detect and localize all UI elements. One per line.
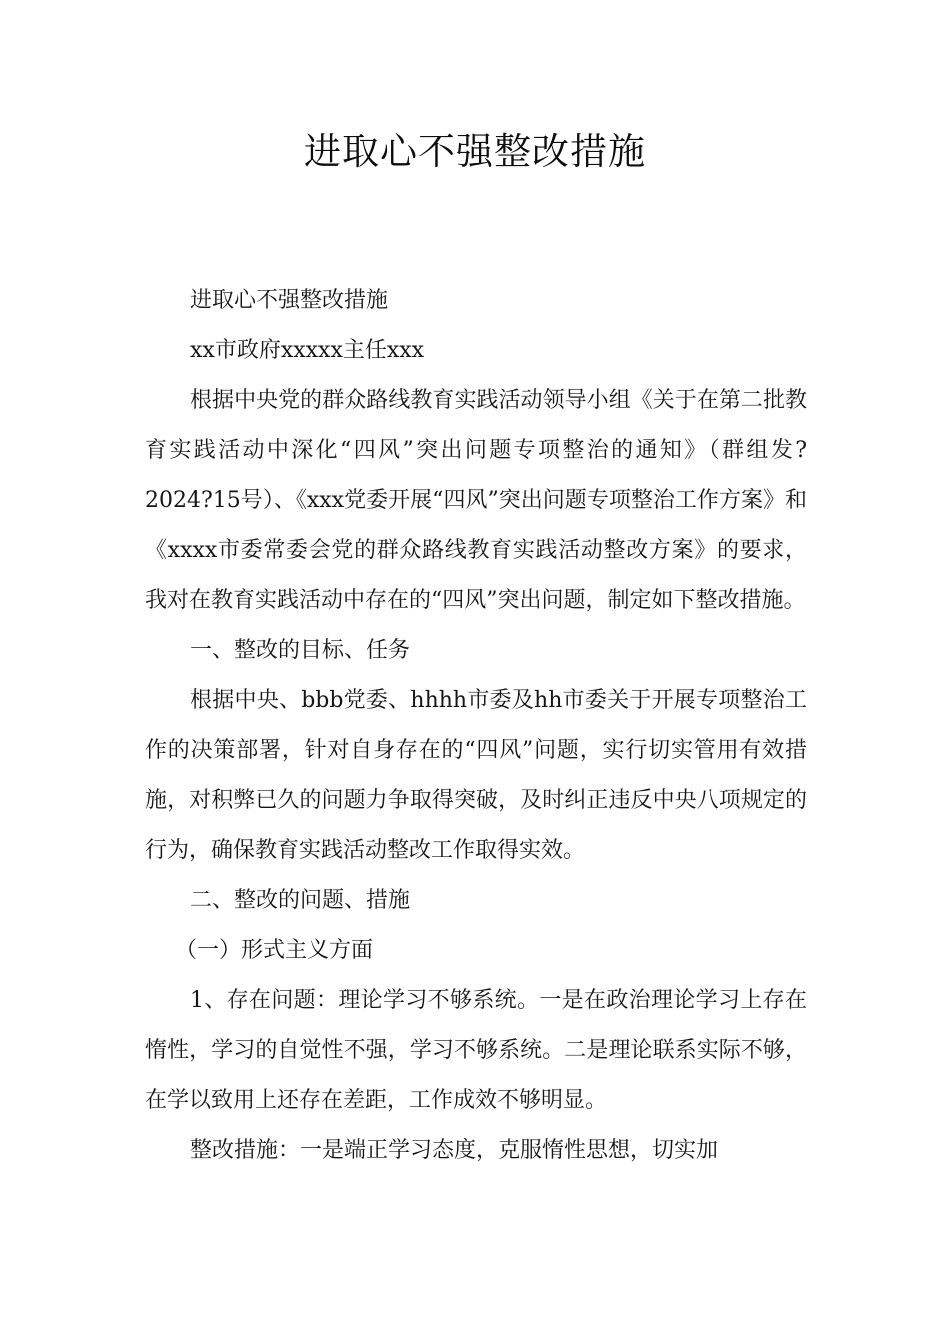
paragraph-author: xx市政府xxxxx主任xxx [190,338,425,363]
document-title: 进取心不强整改措施 [304,130,646,173]
paragraph-heading: 进取心不强整改措施 [190,288,389,313]
section-heading-goals: 一、整改的目标、任务 [190,638,411,663]
paragraph-problem-1: 1、存在问题：理论学习不够系统。一是在政治理论学习上存在惰性，学习的自觉性不强，学习不够系统。二是理论联系实际不够，在学以致用上还存在差距，工作成效不够明显。 [145,988,807,1113]
section-heading-problems: 二、整改的问题、措施 [190,888,411,913]
document-body [145,276,807,1176]
paragraph-intro: 根据中央党的群众路线教育实践活动领导小组《关于在第二批教育实践活动中深化“四风”突出问题专项整治的通知》（群组发?2024?15号）、《xxx党委开展“四风”突出问题专项整治工作方案》和《xxxx市委常委会党的群众路线教育实践活动整改方案》的要求，我对在教育实践活动中存在的“四风”突出问题，制定如下整改措施。 [145,388,807,613]
subsection-heading-formalism: （一）形式主义方面 [175,938,374,963]
paragraph-measures-1: 整改措施：一是端正学习态度，克服惰性思想，切实加 [190,1138,719,1163]
paragraph-goals: 根据中央、bbb党委、hhhh市委及hh市委关于开展专项整治工作的决策部署，针对自身存在的“四风”问题，实行切实管用有效措施，对积弊已久的问题力争取得突破，及时纠正违反中央八项规定的行为，确保教育实践活动整改工作取得实效。 [145,688,807,863]
